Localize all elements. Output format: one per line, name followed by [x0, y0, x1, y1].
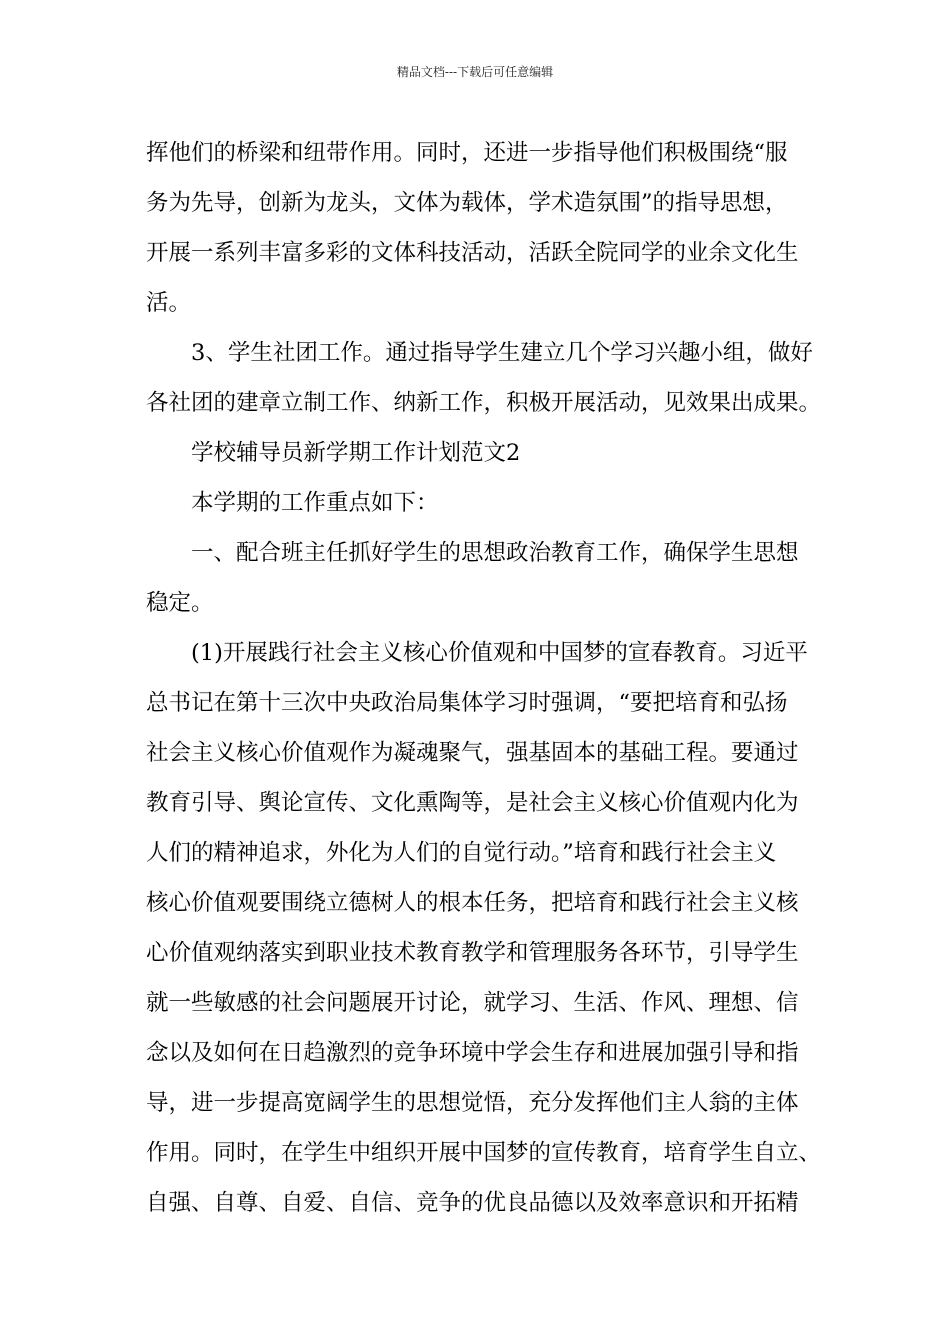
document-body [146, 128, 836, 1228]
text-line: 务为先导，创新为龙头，文体为载体，学术造氛围”的指导思想， [146, 190, 788, 216]
text-line: 各社团的建章立制工作、纳新工作，积极开展活动，见效果出成果。 [146, 390, 822, 416]
text-line: 一、配合班主任抓好学生的思想政治教育工作，确保学生思想 [191, 540, 799, 566]
text-line: 挥他们的桥梁和纽带作用。同时，还进一步指导他们积极围绕“服 [146, 140, 788, 166]
text-line: 念以及如何在日趋激烈的竞争环境中学会生存和进展加强引导和指 [146, 1040, 799, 1066]
text-line: 稳定。 [146, 590, 214, 616]
text-line: 总书记在第十三次中央政治局集体学习时强调，“要把培育和弘扬 [146, 690, 788, 716]
text-line: 心价值观纳落实到职业技术教育教学和管理服务各环节，引导学生 [146, 940, 799, 966]
text-line: 核心价值观要围绕立德树人的根本任务，把培育和践行社会主义核 [146, 890, 799, 916]
text-line: 开展一系列丰富多彩的文体科技活动，活跃全院同学的业余文化生 [146, 240, 799, 266]
section-title: 学校辅导员新学期工作计划范文2 [191, 440, 521, 466]
text-line: 就一些敏感的社会问题展开讨论，就学习、生活、作风、理想、信 [146, 990, 799, 1016]
text-line: 活。 [146, 290, 192, 316]
text-line: 3、学生社团工作。通过指导学生建立几个学习兴趣小组，做好 [191, 340, 813, 366]
text-line: 作用。同时，在学生中组织开展中国梦的宣传教育，培育学生自立、 [146, 1140, 822, 1166]
text-line: 本学期的工作重点如下： [191, 490, 439, 516]
text-line: (1)开展践行社会主义核心价值观和中国梦的宣春教育。习近平 [191, 640, 808, 666]
page-header: 精品文档---下载后可任意编辑 [396, 65, 554, 79]
text-line: 教育引导、舆论宣传、文化熏陶等，是社会主义核心价值观内化为 [146, 790, 799, 816]
text-line: 人们的精神追求，外化为人们的自觉行动。”培育和践行社会主义 [146, 840, 777, 866]
text-line: 社会主义核心价值观作为凝魂聚气，强基固本的基础工程。要通过 [146, 740, 799, 766]
text-line: 导，进一步提高宽阔学生的思想觉悟，充分发挥他们主人翁的主体 [146, 1090, 799, 1116]
text-line: 自强、自尊、自爱、自信、竞争的优良品德以及效率意识和开拓精 [146, 1190, 799, 1216]
